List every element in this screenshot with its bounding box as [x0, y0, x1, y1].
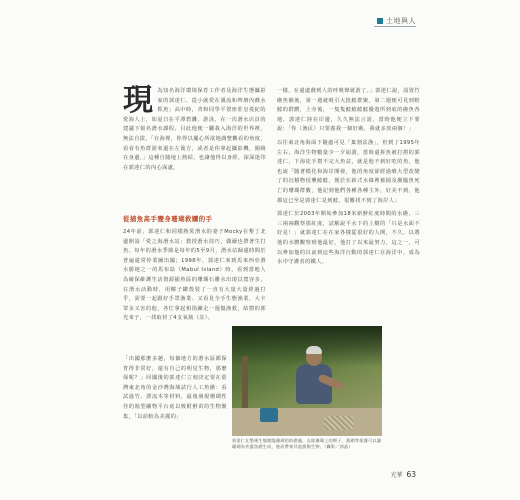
right-paragraph-2: 以往東北角海面下隨處可見「棄割盆漁」，但到了1995年左右，海洋生物數量少一夕崩潰，當時還拆魚被打撈的郭達仁，下海徒手撈不完大魚盆，就是他不到好吃的魚，他也說「隨著模化和海岸開發，他的角度卻經過嘖大型改變了的沉積物侵襲鯰鯰，僅於在新式水綠裡被捕及瀕臨魚死亡的珊瑚群數，他記到他們各種各種主外，好美不到，他都這已至是郭達仁見到鯰，很難找不到了海岸人」 — [277, 139, 420, 204]
article-photo — [232, 326, 382, 436]
section-marker-icon — [377, 18, 383, 24]
body-column-upper — [123, 228, 266, 328]
body-column-lower — [123, 355, 227, 426]
right-column — [277, 87, 420, 323]
section-label: 土地與人 — [386, 17, 416, 25]
page-footer — [390, 470, 416, 479]
page-number: 63 — [406, 470, 416, 479]
intro-text: 為知名海洋環境保育工作者及海洋生態攝影家的郭達仁，從小就愛在溪流和埤塘內戲水抓魚；高中時，青和同學平置座莊皇菱紀的愛海人士，如夏日在平潭碧灘，游泳，在一次潛水店員的建議下報名潛水課程，目此他便一腳栽入海洋的世界裡，無法自拔。「在海裡，你得以擺心所欲地調整觀看的角度，看看有魚群游來還在左後方，或者是你拿起攝影機，圍繞在身邊。」這種自隨地上熱結，也讓他得以身經，深深迷印在郭達仁的內心深處。 — [123, 88, 266, 171]
drop-cap: 現 — [123, 83, 154, 118]
photo-net — [324, 416, 354, 430]
body-paragraph: 「出國那麼多趟，每個地方的潛水區都保育得非常好，還有自己的明星生物，那麼保呢？」回國後的郭達仁立刻決定要在臺灣東北角的金沙灣海域試行人工魚礁：看試過竹、漂流木等材料，最後發現珊瑚性佳的箱型礦物平台底以吸附鮮苗的生物聚集，「以前較為美麗的」 — [123, 356, 227, 420]
section-underline — [374, 26, 416, 27]
photo-post — [242, 356, 248, 416]
photo-caption: 郭達仁在墾瑚生態館臨珊瑚的的礁處，去除珊瑚上的餅子、漁網等保護可以讓珊瑚為外露魚礁生成，進而帶來其他漁類生物。（攝影／郭晶） — [232, 438, 382, 450]
magazine-name: 光華 — [390, 472, 403, 479]
photo-person-hair — [306, 346, 322, 354]
intro-paragraph — [123, 83, 266, 173]
photo-ground — [232, 408, 382, 436]
right-paragraph-1: 一樣，在還處戲到人的呼吸聲就游了。」郭達仁說，設置竹礁魚礁後，第一週就吸引大批鯰群聚，第二週便可見到較鯰的群體，上旁後，一隻隻鯰鯰鯰鯰優遊所到底的礁魚各地，郭達仁陸在岸邊，久久無法言語，當時他便立下要說：「你（漁民）只要養我一個好礁，我就多放兩個！」 — [277, 88, 420, 133]
photo-bucket — [260, 408, 278, 422]
right-paragraph-3: 郭達仁於2003年開始參加18米新鮮紅度時間的水礁，三三兩兩觀察那紅度，試解說平水下的上樹的「只是水面不好見！」就郭達仁在在家各樣從很好的人開，不久，以將他的水體觀察到他最好，他打了以來最努力，這之一，可以參加他的以前到這些海洋行動的郭達仁在海洋中，成為水中守護者的鐵人。 — [277, 211, 420, 266]
section-tag — [377, 16, 416, 26]
body-paragraph: 24年前，郭達仁和同樣熱愛潛水的妻子Mocky在墾丁北邊開設「愛之海潛水站」教授潛水技巧，偶爾也帶著生打魚。每年的潛水季節是每年的5至9月，潛水站歸還時間於普遍還常停業圖出國；1998年，郭達仁來到馬來西亞潛水勝地之一的馬布島（Mabul Island）時，看到當地人為確保維護生活資源捕魚區的珊瑚石雕水出現以寬容多，在潛水活動時，用椰子罐殼裝了一直有大量大量經過打乎，需要一起跟好手罩漁業、又看見全手生態漁業，大卡罩多又害的他，各忙拿起相指鍊走一週傷漁救，結撈的郭光來子，一找取材了4支氧瓶（註）。 — [123, 229, 266, 322]
subhead: 從捕魚高手變身珊瑚救贖的手 — [123, 215, 213, 223]
